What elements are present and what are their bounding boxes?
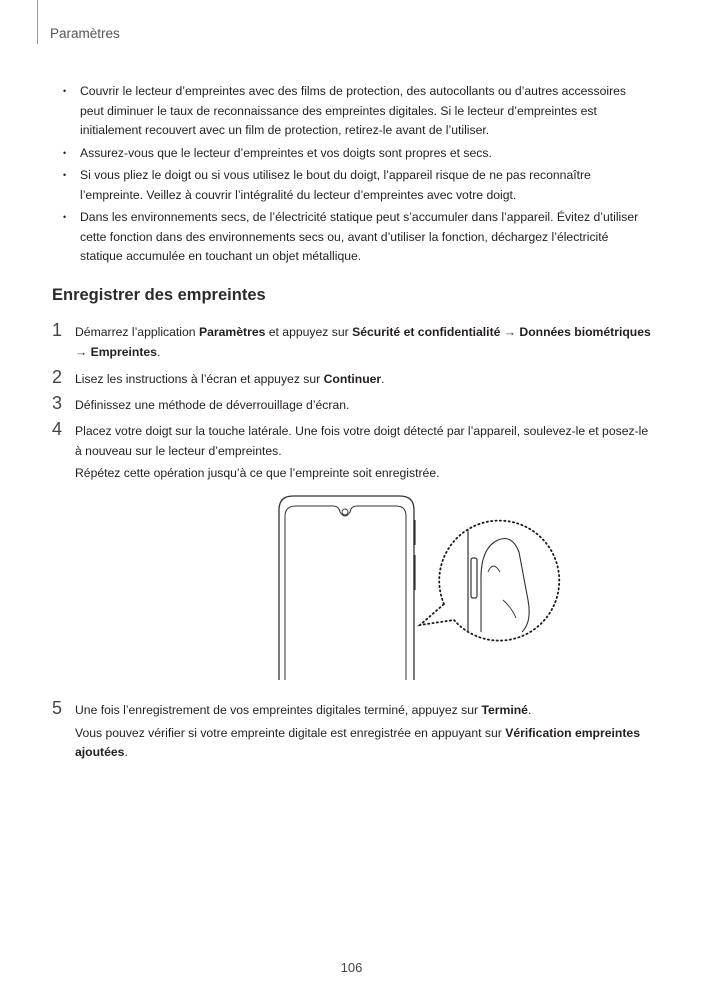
ui-term: Sécurité et confidentialité: [352, 325, 501, 339]
step-number: 5: [52, 698, 63, 718]
ui-term: Données biométriques: [519, 325, 651, 339]
section-title: Enregistrer des empreintes: [52, 286, 266, 304]
list-item: • Assurez-vous que le lecteur d’empreintes et vos doigts sont propres et secs.: [63, 144, 653, 164]
list-item: • Couvrir le lecteur d’empreintes avec des films de protection, des autocollants ou d’autres accessoires peut diminuer le taux de reconnaissance des empreintes digitales. Si le lecteur d’empreintes est initialement recouvert avec un film de protection, retirez-le avant de l’utiliser.: [63, 82, 653, 141]
step-text-part: Démarrez l’application: [75, 325, 199, 339]
step-text-part: .: [527, 703, 532, 717]
arrow: →: [75, 344, 91, 359]
phone-drawing: [279, 496, 415, 680]
step-text-part: .: [381, 372, 385, 386]
step-text-part: .: [156, 344, 161, 359]
ui-term: Empreintes: [90, 344, 157, 359]
step-text-part: Lisez les instructions à l’écran et appuyez sur: [75, 372, 324, 386]
step-number: 1: [52, 320, 63, 340]
step-text: [75, 701, 652, 763]
step-text-part: Vous pouvez vérifier si votre empreinte digitale est enregistrée en appuyant sur: [75, 725, 506, 740]
ui-term: Continuer: [323, 372, 382, 386]
step-text-part: et appuyez sur: [265, 325, 353, 339]
step-text-part: Répétez cette opération jusqu’à ce que l’empreinte soit enregistrée.: [75, 466, 440, 480]
page-number: 106: [340, 960, 363, 975]
finger-drawing: [468, 530, 529, 632]
list-item: • Si vous pliez le doigt ou si vous utilisez le bout du doigt, l’appareil risque de ne pas reconnaître l’empreinte. Veillez à couvrir l’intégralité du lecteur d’empreintes avec votre doigt.: [63, 166, 653, 205]
ui-term: Terminé: [481, 703, 528, 717]
step-number: 3: [52, 393, 63, 413]
step-text-part: Une fois l’enregistrement de vos empreintes digitales terminé, appuyez sur: [75, 703, 482, 717]
step-text-part: Définissez une méthode de déverrouillage d’écran.: [75, 398, 350, 412]
arrow: →: [500, 325, 520, 339]
zoom-callout: [420, 521, 559, 641]
step-5: [52, 698, 652, 766]
step-text-part: .: [124, 745, 128, 759]
ui-term: Vérification empreintes ajoutées: [75, 725, 640, 759]
header-title: Paramètres: [50, 26, 120, 41]
step-text-part: Placez votre doigt sur la touche latérale. Une fois votre doigt détecté par l’appareil, soulevez-le et posez-le à nouveau sur le lecteur d’empreintes.: [75, 424, 649, 458]
ui-term: Paramètres: [198, 325, 266, 339]
step-number: 4: [52, 419, 63, 439]
step-number: 2: [52, 367, 63, 387]
list-item: • Dans les environnements secs, de l’électricité statique peut s’accumuler dans l’appareil. Évitez d’utiliser cette fonction dans des environnements secs ou, avant d’utiliser la fonction, déchargez l’électricité statique accumulée en touchant un objet métallique.: [63, 208, 653, 267]
